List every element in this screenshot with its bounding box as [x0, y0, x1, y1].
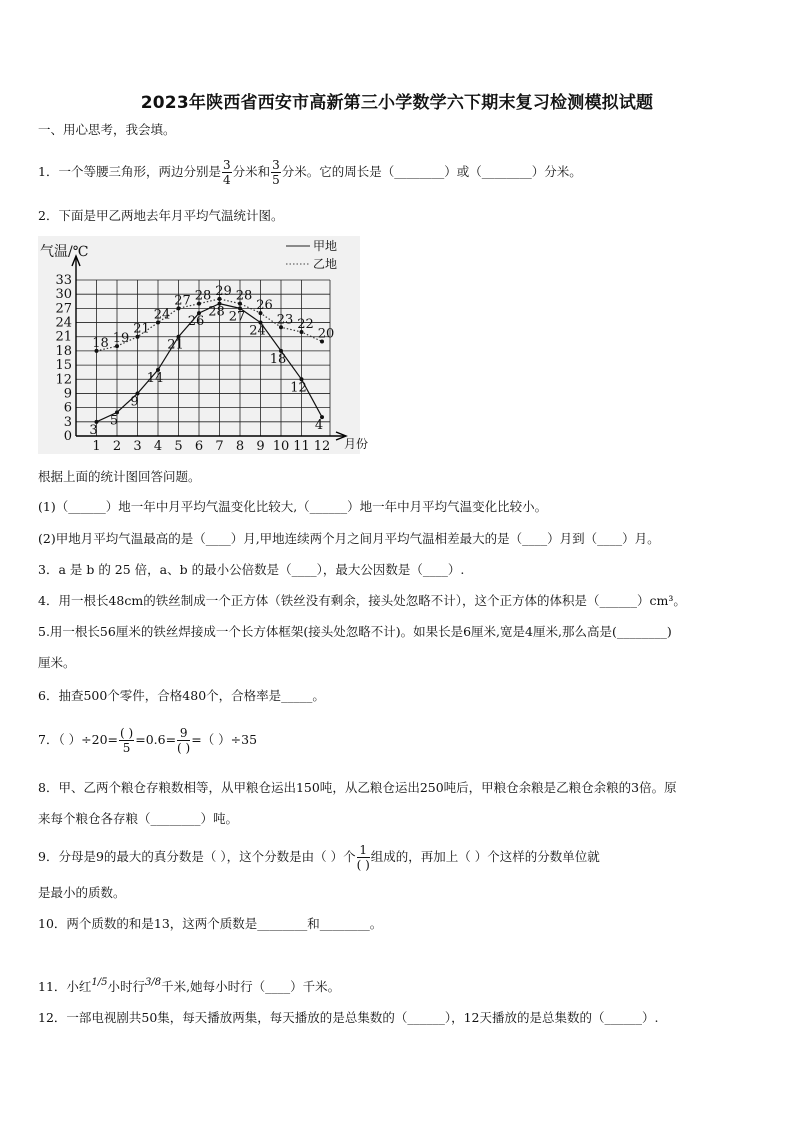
data-label-jia: 18: [269, 351, 287, 367]
legend-label-yi: 乙地: [313, 257, 338, 271]
x-tick-label: 4: [153, 439, 163, 454]
data-label-yi: 28: [235, 288, 253, 304]
question-7: [38, 726, 257, 755]
x-tick-label: 6: [194, 439, 204, 454]
y-tick-label: 18: [55, 343, 72, 359]
y-tick-label: 15: [55, 358, 72, 374]
fraction-3-4: $\frac{3}{4}$: [222, 158, 231, 187]
data-label-yi: 29: [215, 283, 232, 299]
x-tick-label: 8: [235, 439, 245, 454]
question-2-part-2: (2)甲地月平均气温最高的是（____）月,甲地连续两个月之间月平均气温相差最大的是（____）月到（____）月。: [38, 531, 660, 546]
data-label-jia: 3: [89, 422, 98, 438]
legend-label-jia: 甲地: [313, 239, 338, 253]
q9-text-b: 组成的，再加上（ ）个这样的分数单位就: [370, 849, 600, 864]
question-1: [38, 158, 582, 187]
y-tick-label: 30: [55, 287, 72, 303]
q7-text-c: =（ ）÷35: [191, 732, 258, 747]
question-11: [38, 974, 340, 996]
question-5: 5.用一根长56厘米的铁丝焊接成一个长方体框架(接头处忽略不计)。如果长是6厘米,宽是4厘米,那么高是(________): [38, 624, 672, 639]
x-tick-label: 2: [112, 439, 122, 454]
question-9: [38, 843, 600, 872]
x-tick-label: 9: [256, 439, 265, 454]
q1-text-a: 1．一个等腰三角形，两边分别是: [38, 164, 221, 179]
y-axis-title: 气温/℃: [40, 244, 89, 260]
question-2-prompt: 根据上面的统计图回答问题。: [38, 469, 201, 484]
y-tick-label: 9: [63, 386, 72, 402]
fraction-3-8: 3/8: [145, 977, 162, 988]
x-tick-label: 7: [215, 439, 224, 454]
data-label-jia: 14: [146, 370, 164, 386]
data-label-yi: 24: [153, 307, 171, 323]
x-tick-label: 11: [293, 439, 310, 454]
data-label-yi: 28: [194, 288, 212, 304]
y-tick-label: 21: [55, 329, 72, 345]
question-8-cont: 来每个粮仓各存粮（________）吨。: [38, 811, 239, 826]
q7-text-a: 7．（ ）÷20=: [38, 732, 119, 747]
data-label-jia: 24: [249, 323, 266, 339]
page-title: 2023年陕西省西安市高新第三小学数学六下期末复习检测模拟试题: [140, 93, 654, 113]
data-label-yi: 20: [317, 326, 335, 342]
fraction-1-blank: $\frac{1}{( )}$: [356, 843, 370, 872]
y-tick-label: 3: [63, 414, 72, 430]
fraction-9-blank: $\frac{9}{( )}$: [177, 726, 191, 755]
question-10: 10．两个质数的和是13，这两个质数是________和________。: [38, 916, 383, 931]
x-tick-label: 12: [313, 439, 331, 454]
question-5-cont: 厘米。: [38, 655, 76, 670]
data-label-jia: 28: [208, 304, 225, 320]
data-label-yi: 19: [112, 331, 130, 347]
data-label-jia: 12: [290, 380, 307, 396]
question-2-part-1: (1)（______）地一年中月平均气温变化比较大,（______）地一年中月平均气温变化比较小。: [38, 499, 548, 514]
data-label-jia: 4: [314, 418, 324, 434]
q7-text-b: =0.6=: [135, 732, 177, 747]
q1-text-b: 分米和: [232, 164, 271, 179]
y-tick-label: 33: [55, 273, 72, 288]
y-tick-label: 27: [55, 301, 72, 317]
y-tick-label: 12: [55, 372, 72, 388]
question-3: 3．a 是 b 的 25 倍，a、b 的最小公倍数是（____），最大公因数是（____）.: [38, 562, 465, 577]
y-tick-label: 6: [63, 400, 72, 416]
x-axis-title: 月份: [344, 437, 369, 451]
data-label-yi: 26: [256, 298, 273, 314]
x-tick-label: 3: [133, 439, 142, 454]
y-tick-label: 24: [55, 315, 72, 331]
fraction-blank-5: $\frac{( )}{5}$: [120, 726, 134, 755]
y-tick-label: 0: [63, 429, 72, 444]
data-label-yi: 18: [92, 335, 109, 351]
data-label-yi: 27: [174, 293, 191, 309]
chart-svg: [38, 236, 369, 454]
fraction-1-5: 1/5: [91, 977, 108, 988]
question-12: 12．一部电视剧共50集，每天播放两集，每天播放的是总集数的（______），12天播放的是总集数的（______）.: [38, 1010, 659, 1025]
data-label-yi: 23: [276, 312, 294, 328]
section-heading: 一、用心思考，我会填。: [38, 122, 176, 137]
data-label-yi: 21: [133, 321, 150, 337]
x-tick-label: 1: [92, 439, 101, 454]
q1-text-c: 分米。它的周长是（________）或（________）分米。: [281, 164, 582, 179]
question-9-cont: 是最小的质数。: [38, 885, 126, 900]
q11-text-c: 千米,她每小时行（____）千米。: [161, 979, 341, 994]
data-label-jia: 21: [167, 337, 184, 353]
data-label-jia: 9: [130, 394, 139, 410]
question-8: 8．甲、乙两个粮仓存粮数相等，从甲粮仓运出150吨，从乙粮仓运出250吨后，甲粮仓余粮是乙粮仓余粮的3倍。原: [38, 780, 677, 795]
data-label-jia: 26: [187, 314, 205, 330]
x-tick-label: 10: [272, 439, 290, 454]
data-label-jia: 5: [109, 413, 119, 429]
question-4: 4．用一根长48cm的铁丝制成一个正方体（铁丝没有剩余，接头处忽略不计），这个正方体的体积是（______）cm³。: [38, 593, 686, 608]
fraction-3-5: $\frac{3}{5}$: [272, 158, 280, 187]
temperature-line-chart: [38, 236, 369, 454]
x-tick-label: 5: [174, 439, 183, 454]
question-2: 2．下面是甲乙两地去年月平均气温统计图。: [38, 208, 284, 223]
question-6: 6．抽查500个零件，合格480个，合格率是_____。: [38, 688, 325, 703]
q11-text-a: 11．小红: [38, 979, 92, 994]
data-label-yi: 22: [297, 317, 314, 332]
q9-text-a: 9．分母是9的最大的真分数是（ ），这个分数是由（ ）个: [38, 849, 356, 864]
q11-text-b: 小时行: [107, 979, 146, 994]
data-label-jia: 27: [228, 309, 246, 325]
